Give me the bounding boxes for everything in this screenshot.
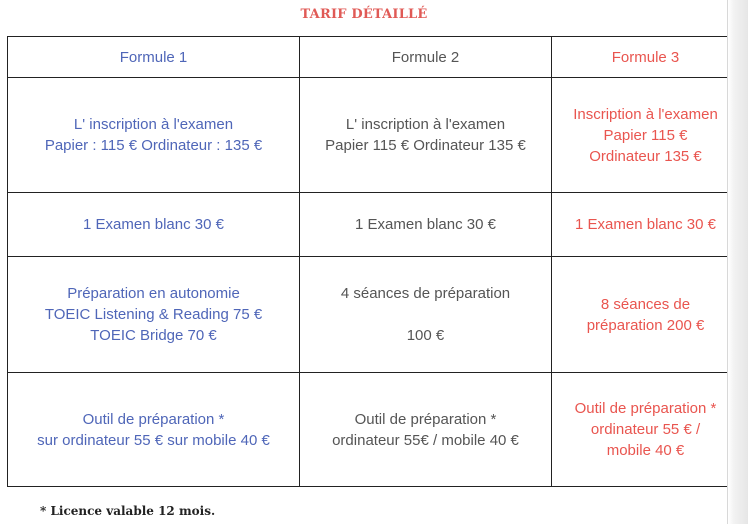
cell-outil-formule-3: Outil de préparation * ordinateur 55 € / mobile 40 € xyxy=(552,373,740,487)
cell-examen-formule-2: 1 Examen blanc 30 € xyxy=(300,193,552,257)
cell-examen-formule-3: 1 Examen blanc 30 € xyxy=(552,193,740,257)
table-row-preparation xyxy=(8,257,740,373)
cell-inscription-formule-1: L' inscription à l'examen Papier : 115 € Ordinateur : 135 € xyxy=(8,78,300,193)
table-header-row xyxy=(8,37,740,78)
page-edge-shadow xyxy=(727,0,748,524)
pricing-table xyxy=(7,36,740,487)
cell-examen-formule-1: 1 Examen blanc 30 € xyxy=(8,193,300,257)
table-row-examen-blanc xyxy=(8,193,740,257)
cell-outil-formule-1: Outil de préparation * sur ordinateur 55 € sur mobile 40 € xyxy=(8,373,300,487)
header-formule-2: Formule 2 xyxy=(300,37,552,78)
cell-preparation-formule-3: 8 séances de préparation 200 € xyxy=(552,257,740,373)
cell-inscription-formule-3: Inscription à l'examen Papier 115 € Ordinateur 135 € xyxy=(552,78,740,193)
page-title: TARIF DÉTAILLÉ xyxy=(300,7,428,22)
cell-preparation-formule-2: 4 séances de préparation 100 € xyxy=(300,257,552,373)
cell-outil-formule-2: Outil de préparation * ordinateur 55€ / mobile 40 € xyxy=(300,373,552,487)
header-formule-1: Formule 1 xyxy=(8,37,300,78)
header-formule-3: Formule 3 xyxy=(552,37,740,78)
footnote: * Licence valable 12 mois. xyxy=(40,504,216,518)
table-row-inscription xyxy=(8,78,740,193)
cell-inscription-formule-2: L' inscription à l'examen Papier 115 € Ordinateur 135 € xyxy=(300,78,552,193)
table-row-outil xyxy=(8,373,740,487)
cell-preparation-formule-1: Préparation en autonomie TOEIC Listening & Reading 75 € TOEIC Bridge 70 € xyxy=(8,257,300,373)
